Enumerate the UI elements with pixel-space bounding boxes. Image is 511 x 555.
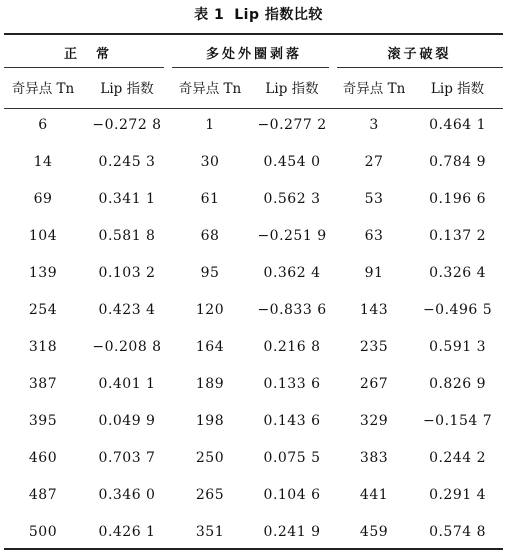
cell-normal-lip: 0.346 0 <box>98 486 156 503</box>
table-row <box>4 143 503 180</box>
table-row <box>4 180 503 217</box>
col-lip-index: Lip 指数 <box>430 81 485 97</box>
cell-roller-lip: −0.496 5 <box>422 301 493 318</box>
table-body <box>4 106 503 550</box>
cell-normal-tn: 69 <box>33 190 53 207</box>
cell-outer-race-lip: 0.562 3 <box>263 190 321 207</box>
cell-outer-race-lip: 0.362 4 <box>263 264 321 281</box>
cell-normal-lip: 0.341 1 <box>98 190 156 207</box>
cell-normal-lip: 0.581 8 <box>98 227 156 244</box>
table-row <box>4 106 503 143</box>
cell-normal-lip: 0.049 9 <box>98 412 156 429</box>
table-number: 表 1 <box>194 7 225 23</box>
group-normal: 正 常 <box>64 46 113 62</box>
cell-roller-tn: 235 <box>359 338 389 355</box>
table-row <box>4 254 503 291</box>
cell-normal-lip: −0.208 8 <box>92 338 162 355</box>
cell-roller-tn: 459 <box>359 523 389 540</box>
cell-normal-lip: 0.245 3 <box>98 153 156 170</box>
cell-normal-tn: 254 <box>28 301 58 318</box>
cell-normal-tn: 139 <box>28 264 58 281</box>
cell-outer-race-tn: 95 <box>200 264 220 281</box>
cell-roller-tn: 267 <box>359 375 389 392</box>
lip-index-table <box>4 36 503 550</box>
cell-outer-race-lip: 0.104 6 <box>263 486 321 503</box>
cell-normal-tn: 500 <box>28 523 58 540</box>
table-row <box>4 217 503 254</box>
cell-outer-race-tn: 198 <box>195 412 225 429</box>
cell-outer-race-lip: 0.133 6 <box>263 375 321 392</box>
cell-roller-lip: 0.137 2 <box>429 227 486 244</box>
cell-normal-tn: 318 <box>28 338 58 355</box>
top-rule <box>4 33 503 35</box>
col-singular-point: 奇异点 Tn <box>11 81 75 97</box>
group-header-row <box>4 36 503 68</box>
cell-outer-race-lip: 0.454 0 <box>263 153 321 170</box>
cell-normal-lip: 0.426 1 <box>98 523 156 540</box>
cell-roller-lip: 0.196 6 <box>429 190 486 207</box>
cell-roller-lip: 0.244 2 <box>429 449 486 466</box>
cell-roller-lip: 0.591 3 <box>429 338 486 355</box>
cell-normal-tn: 487 <box>28 486 58 503</box>
table-row <box>4 291 503 328</box>
cell-roller-lip: 0.291 4 <box>429 486 486 503</box>
cell-outer-race-tn: 189 <box>195 375 225 392</box>
cell-normal-tn: 387 <box>28 375 58 392</box>
table-row <box>4 365 503 402</box>
table-row <box>4 476 503 513</box>
cell-normal-lip: −0.272 8 <box>92 116 162 133</box>
cell-roller-tn: 53 <box>364 190 384 207</box>
cell-normal-tn: 395 <box>28 412 58 429</box>
group-roller-crack: 滚子破裂 <box>387 46 452 62</box>
cell-normal-lip: 0.401 1 <box>98 375 156 392</box>
cell-normal-tn: 460 <box>28 449 58 466</box>
cell-roller-lip: 0.826 9 <box>429 375 486 392</box>
cell-outer-race-tn: 120 <box>195 301 225 318</box>
cell-outer-race-lip: 0.241 9 <box>263 523 321 540</box>
cell-outer-race-lip: 0.143 6 <box>263 412 321 429</box>
cell-outer-race-tn: 1 <box>205 116 215 133</box>
cell-outer-race-tn: 164 <box>195 338 225 355</box>
cell-roller-tn: 27 <box>364 153 384 170</box>
table-row <box>4 402 503 439</box>
group-outer-race-spalling: 多处外圈剥落 <box>206 46 303 62</box>
cell-normal-lip: 0.703 7 <box>98 449 156 466</box>
cell-normal-tn: 6 <box>38 116 48 133</box>
cell-roller-tn: 143 <box>359 301 389 318</box>
table-row <box>4 328 503 365</box>
cell-outer-race-tn: 68 <box>200 227 220 244</box>
col-singular-point: 奇异点 Tn <box>342 81 406 97</box>
cell-roller-lip: 0.784 9 <box>429 153 486 170</box>
cell-outer-race-lip: 0.216 8 <box>263 338 321 355</box>
cell-roller-lip: 0.574 8 <box>429 523 486 540</box>
table-row <box>4 513 503 550</box>
cell-roller-tn: 91 <box>364 264 384 281</box>
cell-roller-tn: 383 <box>359 449 389 466</box>
cell-roller-tn: 329 <box>359 412 389 429</box>
cell-outer-race-tn: 30 <box>200 153 220 170</box>
col-singular-point: 奇异点 Tn <box>178 81 242 97</box>
cell-outer-race-tn: 250 <box>195 449 225 466</box>
table-title: Lip 指数比较 <box>234 7 323 23</box>
col-lip-index: Lip 指数 <box>265 81 319 97</box>
col-lip-index: Lip 指数 <box>100 81 154 97</box>
cell-normal-lip: 0.103 2 <box>98 264 156 281</box>
cell-roller-tn: 3 <box>369 116 379 133</box>
cell-outer-race-lip: −0.277 2 <box>257 116 327 133</box>
cell-normal-tn: 104 <box>28 227 58 244</box>
cell-roller-tn: 63 <box>364 227 384 244</box>
cell-roller-lip: 0.464 1 <box>429 116 486 133</box>
cell-outer-race-lip: −0.833 6 <box>257 301 327 318</box>
table-caption <box>0 4 511 24</box>
cell-outer-race-lip: −0.251 9 <box>257 227 327 244</box>
cell-roller-tn: 441 <box>359 486 389 503</box>
table-row <box>4 439 503 476</box>
cell-outer-race-tn: 265 <box>195 486 225 503</box>
cell-normal-lip: 0.423 4 <box>98 301 156 318</box>
cell-roller-lip: −0.154 7 <box>422 412 493 429</box>
cell-outer-race-tn: 351 <box>195 523 225 540</box>
cell-outer-race-tn: 61 <box>200 190 220 207</box>
column-header-row <box>4 68 503 106</box>
cell-outer-race-lip: 0.075 5 <box>263 449 321 466</box>
cell-roller-lip: 0.326 4 <box>429 264 486 281</box>
cell-normal-tn: 14 <box>33 153 53 170</box>
